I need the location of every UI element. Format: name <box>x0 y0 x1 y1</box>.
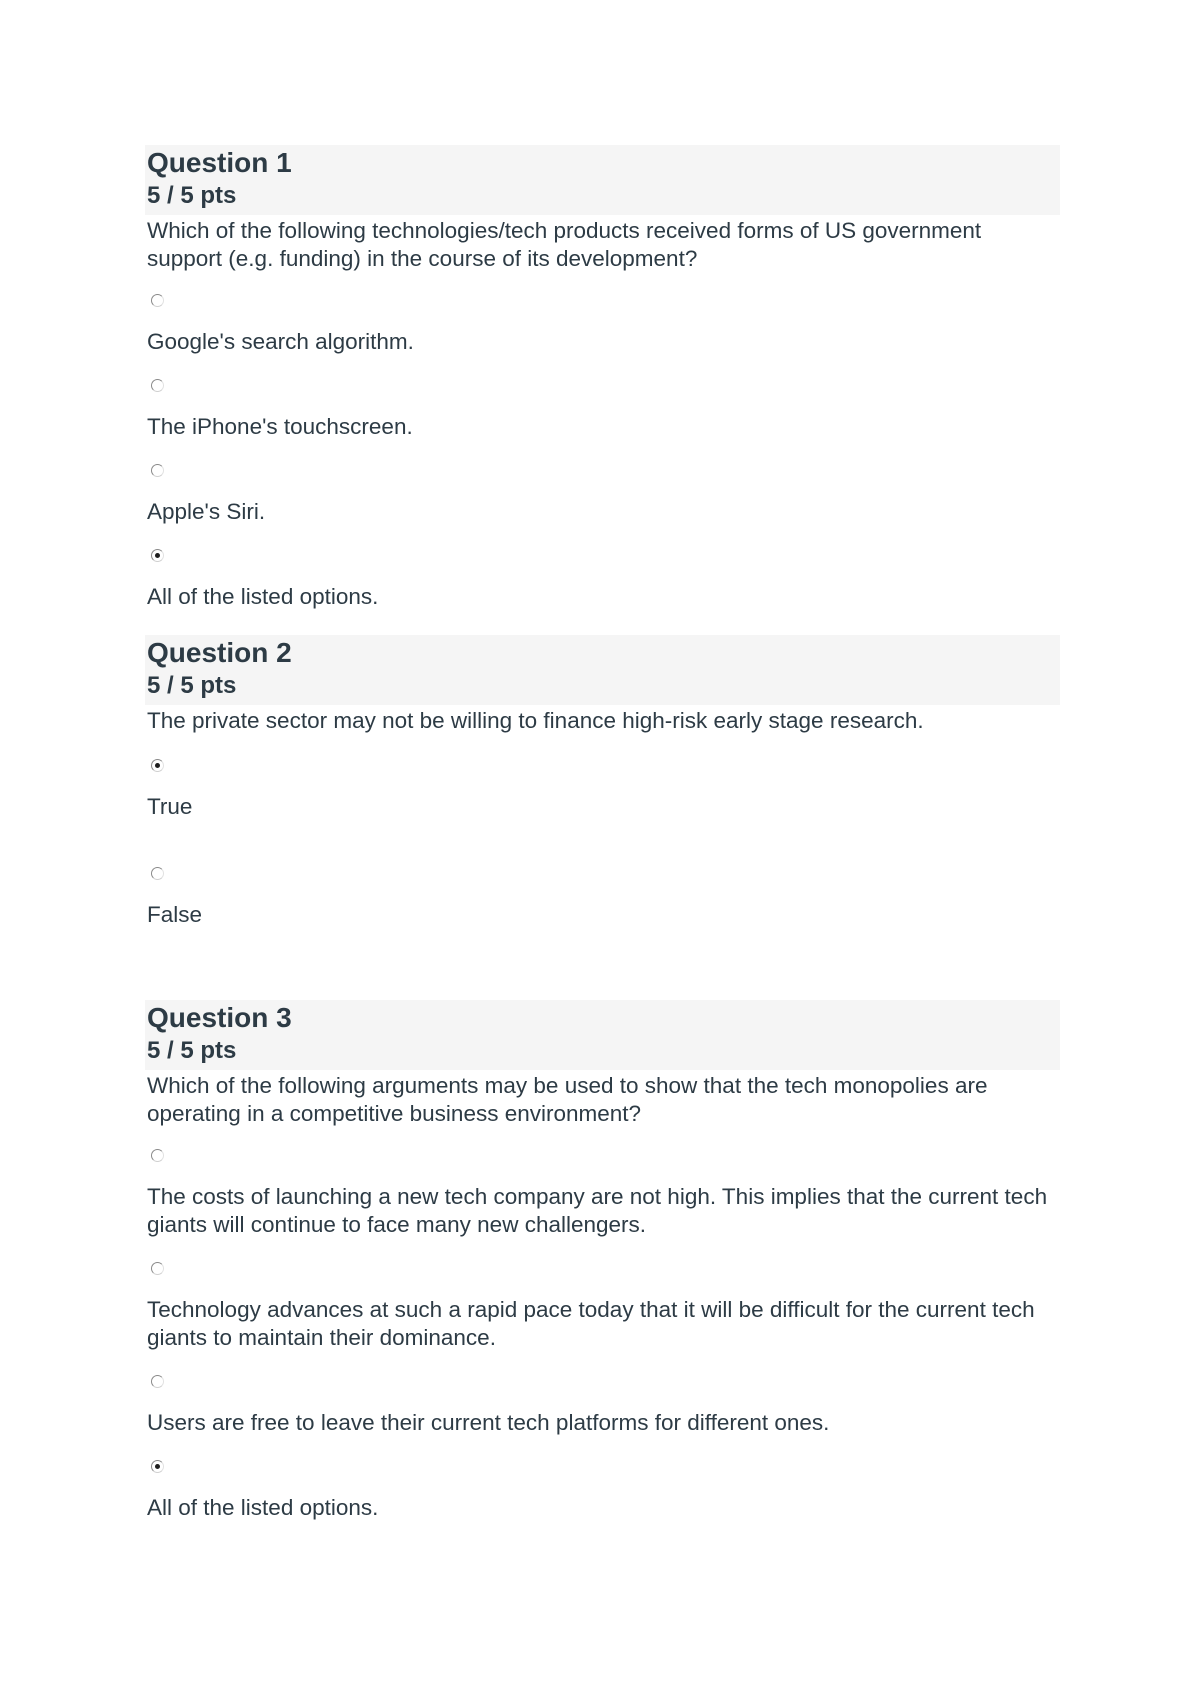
answer-option[interactable] <box>145 549 1060 611</box>
question-points: 5 / 5 pts <box>147 672 237 699</box>
question-1 <box>145 145 1060 611</box>
radio-button[interactable] <box>151 379 164 392</box>
question-text: Which of the following technologies/tech products received forms of US government support (e.g. funding) in the course of its development? <box>147 218 982 271</box>
radio-button[interactable] <box>151 1149 164 1162</box>
answer-option[interactable] <box>145 1149 1060 1239</box>
radio-button[interactable] <box>151 1262 164 1275</box>
answer-label: Google's search algorithm. <box>147 329 414 354</box>
answer-option[interactable] <box>145 1460 1060 1522</box>
answer-option[interactable] <box>145 1375 1060 1437</box>
question-header <box>145 635 1060 705</box>
question-points: 5 / 5 pts <box>147 1037 237 1064</box>
answer-label: The costs of launching a new tech company are not high. This implies that the current tech giants will continue to face many new challengers. <box>147 1184 1048 1237</box>
radio-button-selected[interactable] <box>151 549 164 562</box>
question-title: Question 2 <box>147 637 292 668</box>
answer-option[interactable] <box>145 1262 1060 1352</box>
answer-option[interactable] <box>145 464 1060 526</box>
radio-button[interactable] <box>151 1375 164 1388</box>
radio-button[interactable] <box>151 867 164 880</box>
answer-label: True <box>147 794 193 819</box>
question-title: Question 3 <box>147 1002 292 1033</box>
question-points: 5 / 5 pts <box>147 182 237 209</box>
question-text: Which of the following arguments may be used to show that the tech monopolies are operating in a competitive business environment? <box>147 1073 988 1126</box>
radio-button[interactable] <box>151 294 164 307</box>
answer-label: Apple's Siri. <box>147 499 266 524</box>
answer-option[interactable] <box>145 867 1060 929</box>
answer-option[interactable] <box>145 294 1060 356</box>
radio-button[interactable] <box>151 464 164 477</box>
question-3 <box>145 1000 1060 1522</box>
answer-option[interactable] <box>145 759 1060 821</box>
answer-label: False <box>147 902 203 927</box>
question-text: The private sector may not be willing to finance high-risk early stage research. <box>147 708 924 733</box>
radio-button-selected[interactable] <box>151 759 164 772</box>
answer-label: Users are free to leave their current tech platforms for different ones. <box>147 1410 830 1435</box>
radio-button-selected[interactable] <box>151 1460 164 1473</box>
answer-label: All of the listed options. <box>147 1495 379 1520</box>
question-header <box>145 145 1060 215</box>
answer-label: The iPhone's touchscreen. <box>147 414 413 439</box>
question-title: Question 1 <box>147 147 292 178</box>
answer-label: Technology advances at such a rapid pace today that it will be difficult for the current tech giants to maintain their dominance. <box>147 1297 1035 1350</box>
answer-option[interactable] <box>145 379 1060 441</box>
question-2 <box>145 635 1060 929</box>
question-header <box>145 1000 1060 1070</box>
answer-label: All of the listed options. <box>147 584 379 609</box>
